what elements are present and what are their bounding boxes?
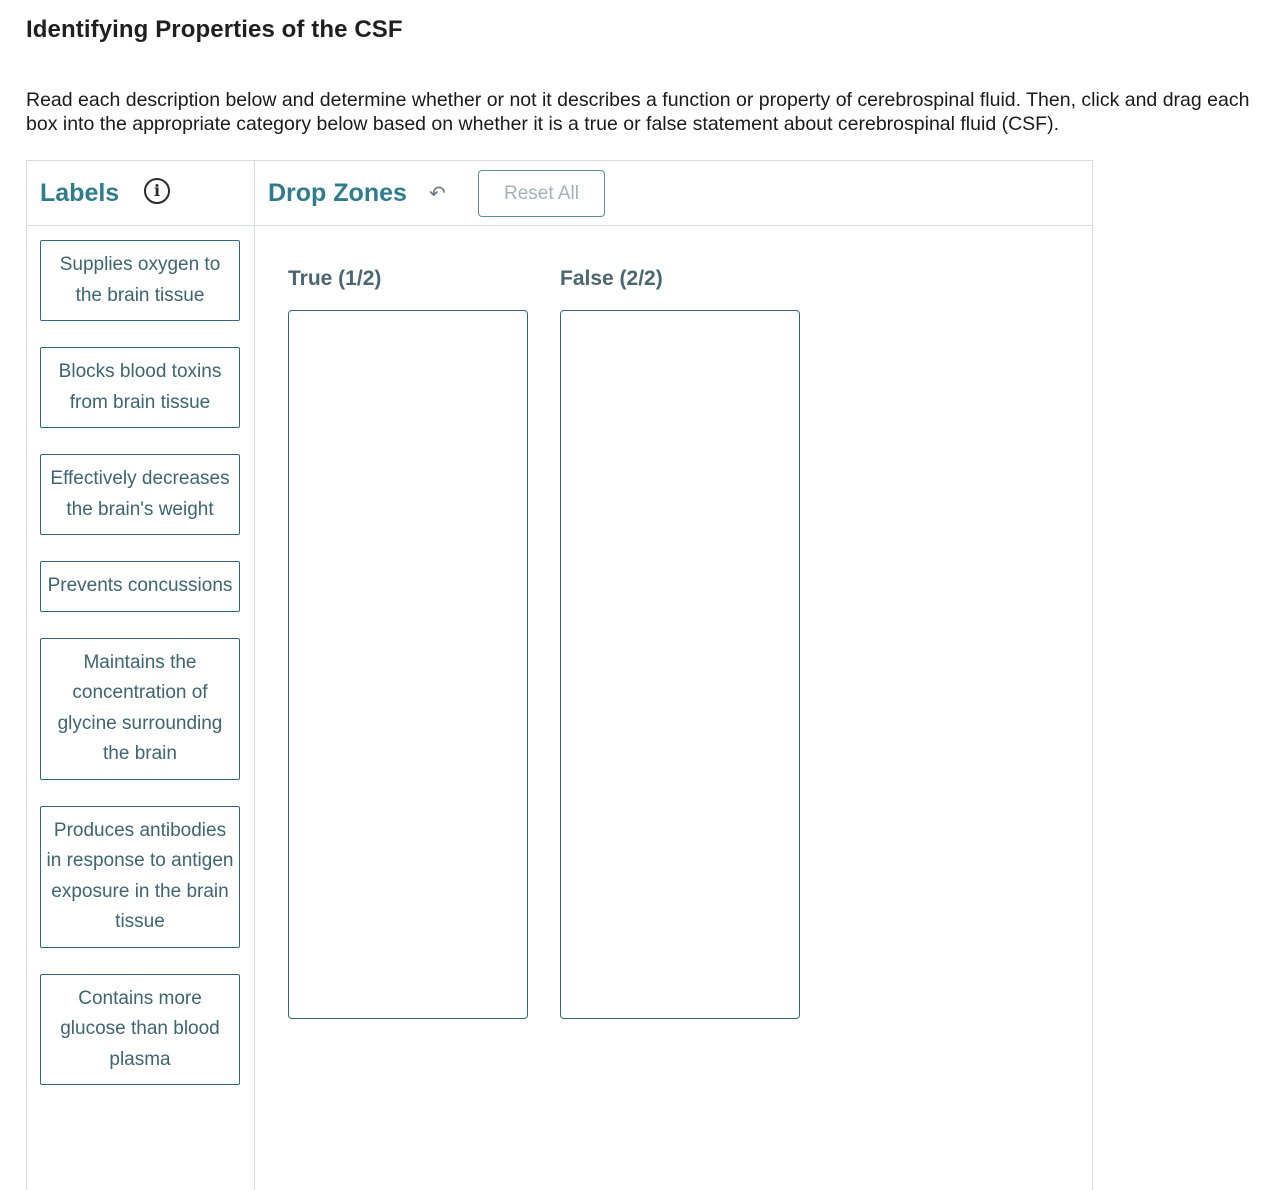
label-card-produces-antibodies[interactable]: Produces antibodies in response to antigen exposure in the brain tissue — [40, 806, 240, 948]
labels-title: Labels — [40, 179, 120, 207]
info-icon[interactable]: i — [144, 178, 170, 204]
label-card-blocks-toxins[interactable]: Blocks blood toxins from brain tissue — [40, 347, 240, 428]
zone-true-label: True (1/2) — [288, 267, 382, 290]
drag-drop-widget — [26, 160, 1093, 1190]
reset-all-button[interactable]: Reset All — [478, 170, 605, 217]
label-card-supplies-oxygen[interactable]: Supplies oxygen to the brain tissue — [40, 240, 240, 321]
zone-false-label: False (2/2) — [560, 267, 663, 290]
page-title: Identifying Properties of the CSF — [26, 16, 403, 43]
label-card-prevents-concussions[interactable]: Prevents concussions — [40, 561, 240, 612]
labels-list — [40, 240, 241, 1173]
drop-zone-false[interactable] — [560, 310, 800, 1019]
drop-zone-true[interactable] — [288, 310, 528, 1019]
drop-zones-panel — [255, 161, 1092, 1190]
instructions-text: Read each description below and determine whether or not it describes a function or property of cerebrospinal fluid. Then, click and drag each box into the appropriate category below based on whether it is a true or false statement about cerebrospinal fluid (CSF). — [26, 89, 1250, 135]
drop-zones-title: Drop Zones — [268, 179, 407, 207]
label-card-glycine-concentration[interactable]: Maintains the concentration of glycine surrounding the brain — [40, 638, 240, 780]
undo-icon[interactable]: ↶ — [429, 181, 446, 205]
label-card-decreases-weight[interactable]: Effectively decreases the brain's weight — [40, 454, 240, 535]
drop-zones-header — [255, 161, 1092, 226]
labels-panel — [27, 161, 255, 1190]
labels-header — [27, 161, 254, 226]
label-card-more-glucose[interactable]: Contains more glucose than blood plasma — [40, 974, 240, 1086]
